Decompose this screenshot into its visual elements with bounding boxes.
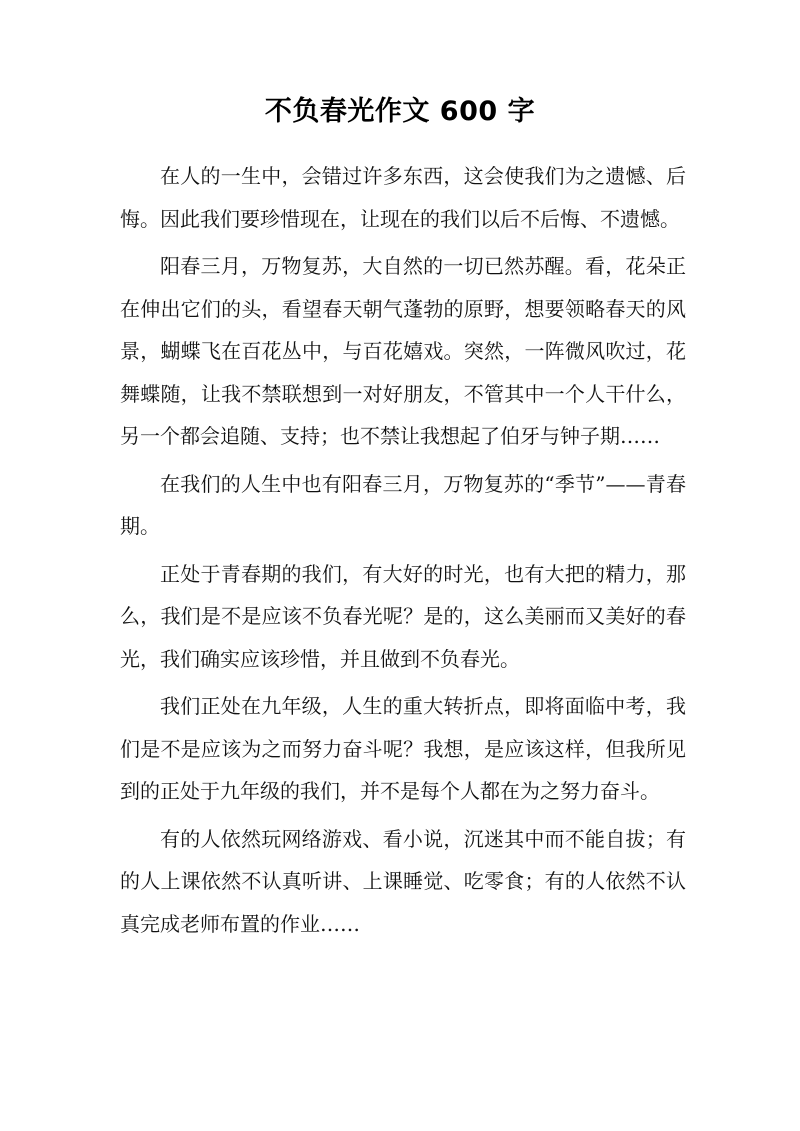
paragraph-2: 阳春三月，万物复苏，大自然的一切已然苏醒。看，花朵正在伸出它们的头，看望春天朝气蓬勃的原野，想要领略春天的风景，蝴蝶飞在百花丛中，与百花嬉戏。突然，一阵微风吹过，花舞蝶随，让我不禁联想到一对好朋友，不管其中一个人干什么，另一个都会追随、支持；也不禁让我想起了伯牙与钟子期…… [120,254,686,448]
paragraph-5: 我们正处在九年级，人生的重大转折点，即将面临中考，我们是不是应该为之而努力奋斗呢？我想，是应该这样，但我所见到的正处于九年级的我们，并不是每个人都在为之努力奋斗。 [120,694,686,803]
paragraph-1: 在人的一生中，会错过许多东西，这会使我们为之遗憾、后悔。因此我们要珍惜现在，让现在的我们以后不后悔、不遗憾。 [120,164,686,231]
document-title: 不负春光作文 600 字 [264,96,536,127]
document-body [120,155,686,948]
paragraph-6: 有的人依然玩网络游戏、看小说，沉迷其中而不能自拔；有的人上课依然不认真听讲、上课睡觉、吃零食；有的人依然不认真完成老师布置的作业…… [120,826,686,936]
paragraph-3: 在我们的人生中也有阳春三月，万物复苏的“季节”——青春期。 [120,471,686,538]
paragraph-4: 正处于青春期的我们，有大好的时光，也有大把的精力，那么，我们是不是应该不负春光呢？是的，这么美丽而又美好的春光，我们确实应该珍惜，并且做到不负春光。 [120,561,686,671]
